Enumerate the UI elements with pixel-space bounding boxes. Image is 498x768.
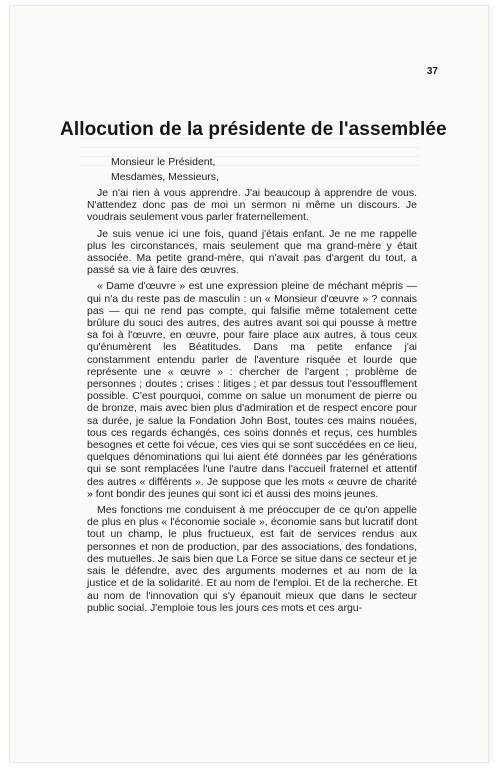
paragraph: Mes fonctions me conduisent à me préoccuper de ce qu'on appelle de plus en plus « l'économie sociale », économie sans but lucratif dont tout un champ, le plus fructueux, est fait de services rendus aux personnes et non de production, par des associations, des fondations, des mutuelles. Je sais bien que La Force se situe dans ce secteur et je sais le défendre, avec des arguments modernes et au nom de la justice et de la solidarité. Et au nom de l'emploi. Et de la recherche. Et au nom de l'innovation qui s'y épanouit mieux que dans le secteur public social. J'emploie tous les jours ces mots et ces argu- <box>87 504 417 614</box>
body-text <box>87 187 417 618</box>
salutation-line: Mesdames, Messieurs, <box>111 171 219 183</box>
page-number: 37 <box>426 66 438 77</box>
document-page <box>10 6 488 762</box>
salutation-line: Monsieur le Président, <box>111 156 216 168</box>
salutation <box>111 155 219 185</box>
paragraph: Je n'ai rien à vous apprendre. J'ai beaucoup à apprendre de vous. N'attendez donc pas de moi un sermon ni même un discours. Je voudrais seulement vous parler fraternellement. <box>87 187 417 224</box>
paragraph: Je suis venue ici une fois, quand j'étais enfant. Je ne me rappelle plus les circonstances, mais seulement que ma grand-mère y était associée. Ma petite grand-mère, qui n'avait pas d'argent du tout, a passé sa vie à faire des œuvres. <box>87 227 417 277</box>
paragraph: « Dame d'œuvre » est une expression pleine de méchant mépris — qui n'a du reste pas de masculin : un « Monsieur d'œuvre » ? connais pas — qui ne rend pas compte, qui falsifie même totalement cette brûlure du souci des autres, des autres avant soi qui pousse à mettre sa foi à l'œuvre, en œuvre, pour faire place aux autres, à tous ceux qu'énumèrent les Béatitudes. Dans ma petite enfance j'ai constamment entendu parler de l'aventure risquée et lourde que représente une « œuvre » : chercher de l'argent ; problème de personnes ; doutes ; crises : litiges ; et par dessus tout l'essoufflement possible. C'est pourquoi, comme on salue un monument de pierre ou de bronze, mais avec bien plus d'admiration et de respect encore pour sa durée, je salue la Fondation John Bost, toutes ces mains nouées, tous ces regards échangés, ces soins donnés et reçus, ces humbles besognes et cette foi vécue, ces vies qui se sont succédées en ce lieu, quelques dénominations qui lui aient été données par les générations qui se sont remplacées l'une l'autre dans l'accueil fraternel et attentif des autres « différents ». Je suppose que les mots « œuvre de charité » font bondir des jeunes qui sont ici et aussi des moins jeunes. <box>87 280 417 500</box>
page-title: Allocution de la présidente de l'assemblée <box>60 119 447 140</box>
